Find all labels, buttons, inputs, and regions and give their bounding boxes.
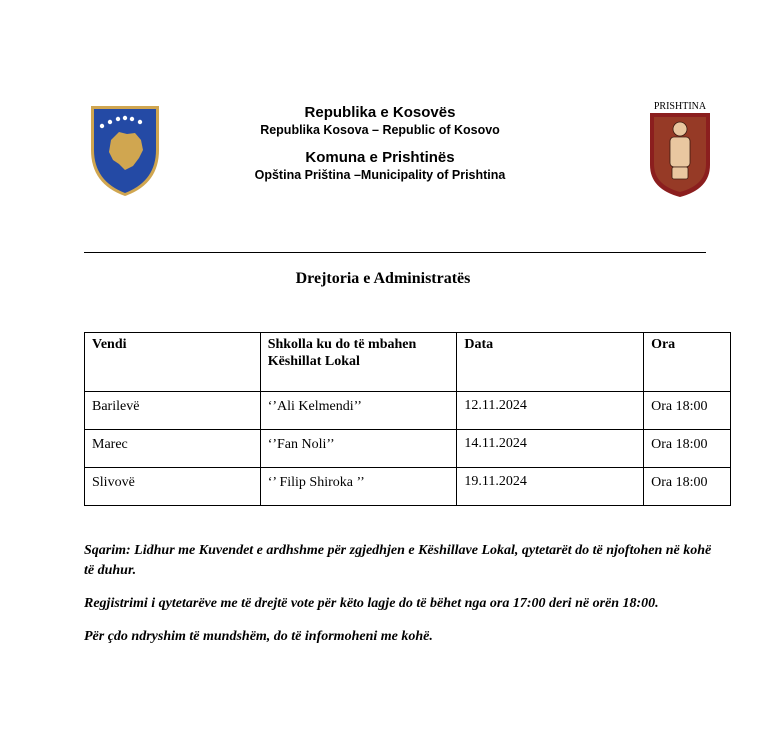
cell-school: ‘’Ali Kelmendi’’ <box>260 392 457 430</box>
department-title: Drejtoria e Administratës <box>295 270 471 287</box>
republic-title: Republika e Kosovës <box>304 104 456 121</box>
cell-time: Ora 18:00 <box>644 430 731 468</box>
cell-location: Slivovë <box>85 468 261 506</box>
prishtina-emblem-icon <box>646 99 714 199</box>
header-text-block <box>230 104 530 184</box>
note-registration: Regjistrimi i qytetarëve me të drejtë vote për këto lagje do të bëhet nga ora 17:00 deri në orën 18:00. <box>84 596 659 611</box>
column-header-school: Shkolla ku do të mbahen Këshillat Lokal <box>260 333 457 392</box>
cell-location: Marec <box>85 430 261 468</box>
note-changes: Për çdo ndryshim të mundshëm, do të informoheni me kohë. <box>84 629 433 644</box>
cell-date: 14.11.2024 <box>457 430 644 468</box>
kosovo-coat-of-arms-icon <box>89 104 161 198</box>
column-header-location: Vendi <box>85 333 261 392</box>
cell-school: ‘’ Filip Shiroka ’’ <box>260 468 457 506</box>
header-divider <box>84 252 706 253</box>
cell-time: Ora 18:00 <box>644 392 731 430</box>
table-header-row <box>85 333 731 392</box>
prishtina-logo-text: PRISHTINA <box>653 101 707 112</box>
commune-subtitle: Opština Priština –Municipality of Prishtina <box>254 168 506 182</box>
notes-section <box>84 541 714 660</box>
cell-time: Ora 18:00 <box>644 468 731 506</box>
column-header-date: Data <box>457 333 644 392</box>
cell-date: 19.11.2024 <box>457 468 644 506</box>
cell-location: Barilevë <box>85 392 261 430</box>
table-row <box>85 430 731 468</box>
table-row <box>85 468 731 506</box>
column-header-time: Ora <box>644 333 731 392</box>
commune-title: Komuna e Prishtinës <box>305 149 455 166</box>
cell-date: 12.11.2024 <box>457 392 644 430</box>
republic-subtitle: Republika Kosova – Republic of Kosovo <box>260 123 500 137</box>
cell-school: ‘’Fan Noli’’ <box>260 430 457 468</box>
note-clarification: Sqarim: Lidhur me Kuvendet e ardhshme për zgjedhjen e Këshillave Lokal, qytetarët do të njoftohen në kohë të duhur. <box>84 543 712 578</box>
council-schedule-table <box>84 332 731 506</box>
table-row <box>85 392 731 430</box>
